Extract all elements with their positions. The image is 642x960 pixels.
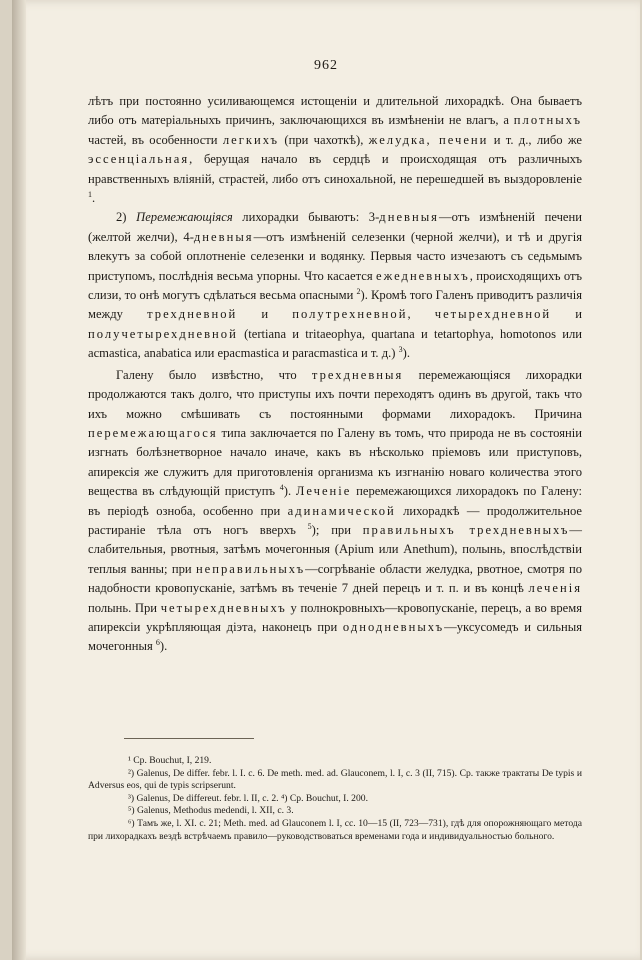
- text-run: (tertiana и tritaeophya, quartana и tetartophya, homotonos или acmastica, anabatica или epacmastica и paracmastica и т. д.): [88, 326, 582, 361]
- emphasis-text: ежедневныхъ: [375, 268, 470, 283]
- emphasis-text: дневныя: [193, 229, 254, 244]
- emphasis-text: леченія: [528, 581, 582, 596]
- text-run: полынь. При: [88, 600, 161, 615]
- text-run: и: [551, 307, 583, 322]
- text-run: перемежающіяся лихорадки продолжаются такъ долго, что приступы ихъ почти переходятъ одинъ въ другой, такъ что ихъ можно смѣшивать съ постоянными формами лихорадокъ. Причина: [88, 367, 582, 421]
- text-run: лихорадкѣ — продолжительное растираніе тѣла отъ ногъ вверхъ: [88, 503, 582, 537]
- text-run: ); при: [311, 522, 363, 537]
- paragraph-1: [88, 92, 582, 208]
- emphasis-text: эссенціальная: [88, 152, 190, 167]
- document-page: [12, 0, 640, 960]
- text-run: ).: [402, 346, 410, 361]
- emphasis-text: правильныхъ трехдневныхъ: [362, 522, 570, 537]
- text-run: .: [92, 191, 96, 206]
- footnote-ref[interactable]: 6: [155, 638, 160, 648]
- text-run: частей, въ особенности: [88, 132, 223, 147]
- text-run: перемежающихся лихорадокъ по Галену: въ періодѣ озноба, особенно при: [88, 484, 582, 518]
- text-run: лѣтъ при постоянно усиливающемся истощеніи и длительной лихорадкѣ. Она бываетъ либо отъ матеріальныхъ причинъ, заключающихся въ измѣненіи не влагъ, а: [88, 94, 582, 128]
- footnotes: [88, 755, 582, 843]
- text-run: Галену было извѣстно, что: [116, 367, 312, 382]
- text-run: 2): [116, 210, 137, 225]
- book-spine-shadow: [12, 0, 26, 960]
- text-run: —уксусомедъ и сильныя мочегонныя: [88, 619, 582, 654]
- text-run: ). Кромѣ того Галенъ приводитъ различія между: [88, 288, 582, 322]
- main-text: [88, 92, 582, 657]
- emphasis-text: дневныя: [379, 210, 439, 225]
- footnote-ref[interactable]: 5: [307, 521, 312, 531]
- footnote-divider: [124, 738, 254, 739]
- text-run: типа заключается по Галену въ томъ, что природа не въ состояніи изгнать болѣзнетворное начало иначе, какъ въ нѣсколько пріемовъ или приступовъ, апирексія же служитъ для приготовленія организма къ изгнанію новаго количества этого вещества въ слѣдующій приступъ: [88, 425, 582, 499]
- emphasis-text: четырехдневной: [434, 307, 552, 322]
- emphasis-text: адинамической: [287, 503, 396, 518]
- text-run: , берущая начало въ сердцѣ и происходящая отъ различныхъ нравственныхъ вліяній, страстей, либо отъ синохальной, не перешедшей въ выздоровленіе: [88, 152, 582, 186]
- text-run: и т. д., либо же: [488, 132, 582, 147]
- paragraph-3: [88, 366, 582, 657]
- footnote-5: ⁵) Galenus, Methodus medendi, l. XII, c. 3.: [128, 805, 294, 817]
- footnote-1: ¹ Cp. Bouchut, I, 219.: [128, 755, 212, 766]
- footnote-ref[interactable]: 1: [88, 189, 92, 199]
- footnote-ref[interactable]: 2: [356, 286, 361, 296]
- emphasis-text: получетырехдневной: [88, 326, 238, 341]
- text-run: —слабительныя, рвотныя, затѣмъ мочегонныя (Apium или Anethum), полынь, впослѣдствіи теплыя ванны; при: [88, 522, 582, 576]
- text-run: , происходящихъ отъ слизи, то онѣ могутъ сдѣлаться весьма опасными: [88, 268, 582, 303]
- emphasis-text: легкихъ: [222, 132, 280, 147]
- footnote-ref[interactable]: 4: [279, 482, 284, 492]
- italic-heading-text: Перемежающіяся: [136, 210, 233, 225]
- emphasis-text: однодневныхъ: [342, 619, 445, 634]
- emphasis-text: плотныхъ: [513, 113, 582, 128]
- paragraph-2: [88, 208, 582, 363]
- text-run: ,: [407, 307, 435, 322]
- footnote-6: ⁶) Тамъ же, l. XI. c. 21; Meth. med. ad Glauconem l. I, cc. 10—15 (II, 723—731), гдѣ для опорожняющаго метода при лихорадкахъ вездѣ встрѣчаемъ правило—руководствоваться временами года и индивидуальностью больного.: [88, 817, 582, 842]
- emphasis-text: желудка, печени: [368, 132, 489, 147]
- text-run: —отъ измѣненій селезенки (черной желчи), и тѣ и другія влекутъ за собой оплотненіе селезенки и водянку. Первыя часто изчезаютъ съ седьмымъ приступомъ, послѣднія весьма упорны. Что касается: [88, 229, 582, 283]
- text-run: лихорадки бываютъ: 3-: [232, 210, 380, 225]
- emphasis-text: трехдневной: [147, 307, 238, 322]
- emphasis-text: перемежающагося: [88, 425, 218, 440]
- emphasis-text: трехдневныя: [311, 367, 404, 382]
- text-run: ).: [159, 639, 168, 654]
- footnote-2: ²) Galenus, De differ. febr. l. I. c. 6. De meth. med. ad. Glauconem, l. I, c. 3 (II, 715). Ср. также трактаты De typis и Adversus eos, qui de typis scripserunt.: [88, 767, 582, 792]
- text-run: и: [237, 307, 293, 322]
- text-run: ).: [283, 484, 296, 499]
- text-run: (при чахоткѣ),: [279, 132, 369, 147]
- emphasis-text: полутрехневной: [292, 307, 408, 322]
- text-run: —согрѣваніе области желудка, рвотное, смотря по надобности кровопусканіе, затѣмъ въ теченіе 7 дней перецъ и т. п. и въ концѣ: [88, 561, 583, 596]
- footnote-3-4: ³) Galenus, De differeut. febr. l. II, c. 2. ⁴) Cp. Bouchut, I. 200.: [128, 792, 368, 804]
- text-run: —отъ измѣненій печени (желтой желчи), 4-: [88, 210, 582, 244]
- emphasis-text: неправильныхъ: [195, 561, 306, 576]
- text-run: у полнокровныхъ—кровопусканіе, перецъ, а во время апирексіи укрѣпляющая діэта, наконецъ при: [88, 600, 582, 634]
- emphasis-text: четырехдневныхъ: [160, 600, 287, 615]
- page-number: 962: [314, 58, 338, 73]
- footnote-ref[interactable]: 3: [398, 345, 403, 355]
- emphasis-text: Леченіе: [295, 484, 352, 499]
